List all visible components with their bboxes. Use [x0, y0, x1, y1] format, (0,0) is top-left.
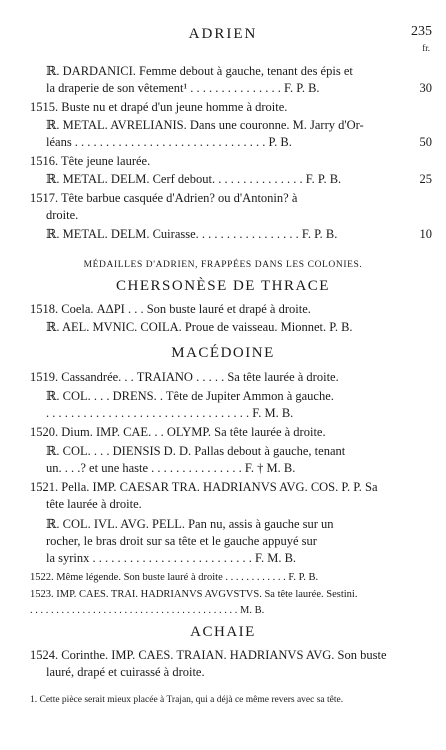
section-heading-achaie: ACHAIE	[190, 624, 256, 640]
entry-1524: 1524. Corinthe. IMP. CAES. TRAIAN. HADRIANVS AVG. Son buste	[30, 648, 387, 662]
entry-1517: 1517. Tête barbue casquée d'Adrien? ou d'Antonin? à	[30, 191, 298, 205]
entry-1515-reverse-cont: léans . . . . . . . . . . . . . . . . . . . . . . . . . . . . . . . P. B.	[46, 135, 292, 149]
entry-1521: 1521. Pella. IMP. CAESAR TRA. HADRIANVS AVG. COS. P. P. Sa	[30, 480, 378, 494]
entry-1519-reverse: ℝ. COL. . . . DRENS. . Tête de Jupiter Ammon à gauche.	[46, 389, 334, 403]
entry-1520-reverse-cont: un. . . .? et une haste . . . . . . . . . . . . . . . F. † M. B.	[46, 461, 296, 475]
price-1516: 25	[419, 172, 432, 186]
entry-1521-reverse-cont: rocher, le bras droit sur sa tête et le gauche appuyé sur	[46, 534, 317, 548]
section-subtitle: MÉDAILLES D'ADRIEN, FRAPPÉES DANS LES COLONIES.	[83, 260, 363, 270]
entry-1518: 1518. Coela. ΑΔΡΙ . . . Son buste lauré et drapé à droite.	[30, 302, 311, 316]
entry-1515-reverse: ℝ. METAL. AVRELIANIS. Dans une couronne. M. Jarry d'Or-	[46, 118, 364, 132]
entry-1521-reverse-end: la syrinx . . . . . . . . . . . . . . . . . . . . . . . . . . F. M. B.	[46, 551, 297, 565]
entry-1516: 1516. Tête jeune laurée.	[30, 154, 151, 168]
entry-1520-reverse: ℝ. COL. . . . DIENSIS D. D. Pallas debout à gauche, tenant	[46, 444, 346, 458]
entry-1523-cont: . . . . . . . . . . . . . . . . . . . . . . . . . . . . . . . . . . . . . . . . M. B.	[30, 605, 265, 616]
entry-1517-cont: droite.	[46, 208, 79, 222]
entry-1524-cont: lauré, drapé et cuirassé à droite.	[46, 665, 205, 679]
price-1515: 50	[419, 135, 432, 149]
entry-1521-cont: tête laurée à droite.	[46, 497, 142, 511]
entry-1523: 1523. IMP. CAES. TRAI. HADRIANVS AVGVSTVS. Sa tête laurée. Sestini.	[30, 589, 358, 600]
section-heading-macedoine: MACÉDOINE	[171, 345, 275, 361]
entry-1522: 1522. Même légende. Son buste lauré à droite . . . . . . . . . . . . F. P. B.	[30, 572, 319, 583]
price-1517: 10	[419, 227, 432, 241]
entry-1517-reverse: ℝ. METAL. DELM. Cuirasse. . . . . . . . . . . . . . . . . F. P. B.	[46, 227, 338, 241]
entry-1520: 1520. Dium. IMP. CAE. . . OLYMP. Sa tête laurée à droite.	[30, 425, 326, 439]
footnote: 1. Cette pièce serait mieux placée à Trajan, qui a déjà ce même revers avec sa tête.	[30, 695, 344, 705]
section-heading-thrace: CHERSONÈSE DE THRACE	[116, 278, 330, 294]
entry-1514-reverse-cont: la draperie de son vêtement¹ . . . . . . . . . . . . . . . F. P. B.	[46, 81, 320, 95]
running-title: ADRIEN	[188, 26, 258, 42]
entry-1519-reverse-cont: . . . . . . . . . . . . . . . . . . . . . . . . . . . . . . . . . F. M. B.	[46, 406, 294, 420]
entry-1518-reverse: ℝ. AEL. MVNIC. COILA. Proue de vaisseau. Mionnet. P. B.	[46, 320, 353, 334]
entry-1514-reverse: ℝ. DARDANICI. Femme debout à gauche, tenant des épis et	[46, 64, 353, 78]
entry-1519: 1519. Cassandrée. . . TRAIANO . . . . . Sa tête laurée à droite.	[30, 370, 339, 384]
entry-1516-reverse: ℝ. METAL. DELM. Cerf debout. . . . . . . . . . . . . . . F. P. B.	[46, 172, 342, 186]
entry-1521-reverse: ℝ. COL. IVL. AVG. PELL. Pan nu, assis à gauche sur un	[46, 517, 334, 531]
price-1514: 30	[419, 81, 432, 95]
price-unit: fr.	[422, 43, 430, 53]
page-number: 235	[411, 24, 432, 39]
entry-1515: 1515. Buste nu et drapé d'un jeune homme à droite.	[30, 100, 288, 114]
